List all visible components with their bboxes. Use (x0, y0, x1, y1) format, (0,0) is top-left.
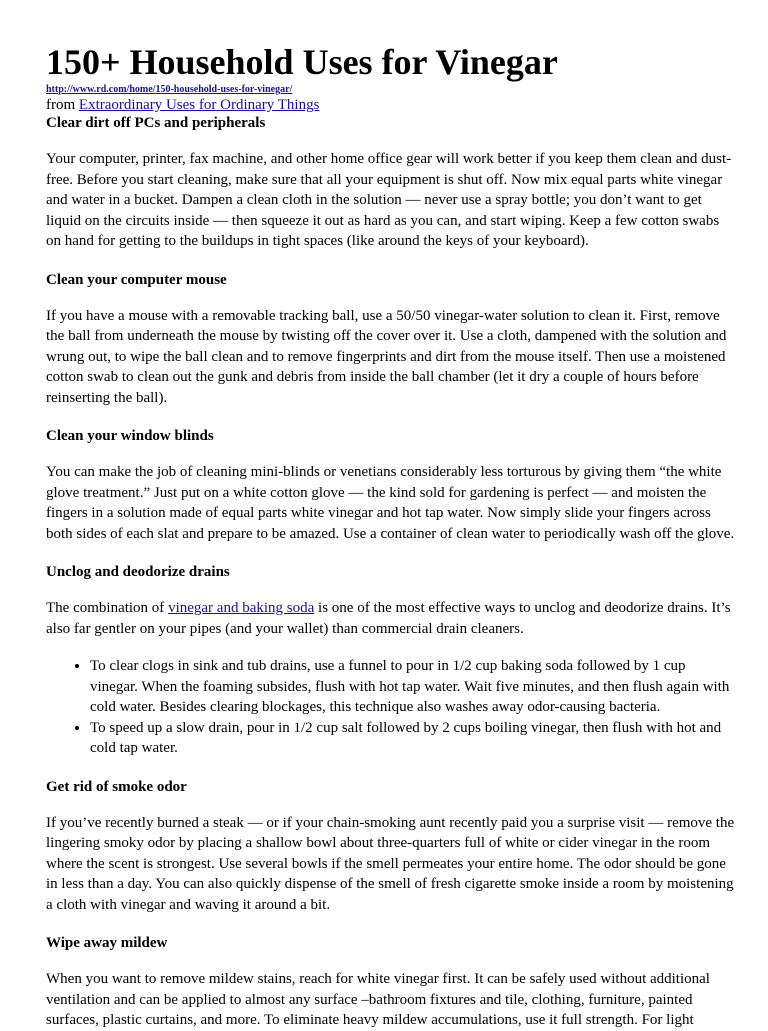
section-heading-drains: Unclog and deodorize drains (46, 564, 230, 580)
list-item: • To clear clogs in sink and tub drains, use a funnel to pour in 1/2 cup baking soda followed by 1 cup vinegar. When the foaming subsides, flush with hot tap water. Wait five minutes, and then flush again with cold water. Besides clearing blockages, this technique also washes away odor-causing bacteria. (90, 656, 736, 718)
section-text-drains (46, 598, 736, 639)
source-book-link[interactable]: Extraordinary Uses for Ordinary Things (78, 97, 320, 113)
section-heading-mouse: Clean your computer mouse (46, 271, 227, 288)
drains-bullet-list (46, 656, 736, 759)
section-text-mildew: When you want to remove mildew stains, reach for white vinegar first. It can be safely used without additional ventilation and can be applied to almost any surface –bathroom fixtures and tile, clothing, furniture, painted surfaces, plastic curtains, and more. To eliminate heavy mildew accumulations, use it full strength. For light (46, 971, 710, 1028)
drains-text-before: The combination of (46, 600, 169, 616)
source-url-link[interactable]: http://www.rd.com/home/150-household-uses-for-vinegar/ (46, 84, 293, 95)
source-line (46, 97, 736, 114)
vinegar-baking-soda-link[interactable]: vinegar and baking soda (168, 600, 315, 616)
section-text-smoke: If you’ve recently burned a steak — or if your chain-smoking aunt recently paid you a surprise visit — remove the lingering smoky odor by placing a shallow bowl about three-quarters full of white or cider vinegar in the room where the scent is strongest. Use several bowls if the smell permeates your entire home. The odor should be gone in less than a day. You can also quickly dispense of the smell of fresh cigarette smoke inside a room by moistening a cloth with vinegar and waving it around a bit. (46, 814, 735, 913)
section-text-blinds: You can make the job of cleaning mini-blinds or venetians considerably less torturous by giving them “the white glove treatment.” Just put on a white cotton glove — the kind sold for gardening is perfect — and moisten the fingers in a solution made of equal parts white vinegar and hot tap water. Now simply slide your fingers across both sides of each slat and prepare to be amazed. Use a container of clean water to periodically wash off the glove. (46, 464, 735, 542)
page-title: 150+ Household Uses for Vinegar (46, 42, 558, 82)
section-text-mouse: If you have a mouse with a removable tracking ball, use a 50/50 vinegar-water solution to clean it. First, remove the ball from underneath the mouse by twisting off the cover over it. Use a cloth, dampened with the solution and wrung out, to wipe the ball clean and to remove fingerprints and dirt from the mouse itself. Then use a moistened cotton swab to clean out the gunk and debris from inside the ball chamber (let it dry a couple of hours before reinserting the ball). (46, 307, 727, 406)
list-item: • To speed up a slow drain, pour in 1/2 cup salt followed by 2 cups boiling vinegar, then flush with hot and cold tap water. (90, 718, 736, 759)
article (46, 44, 736, 1031)
from-prefix: from (46, 97, 76, 113)
section-heading-mildew: Wipe away mildew (46, 935, 168, 951)
section-heading-smoke: Get rid of smoke odor (46, 778, 187, 795)
section-text-pcs: Your computer, printer, fax machine, and other home office gear will work better if you keep them clean and dust-free. Before you start cleaning, make sure that all your equipment is shut off. Now mix equal parts white vinegar and water in a bucket. Dampen a clean cloth in the solution — never use a spray bottle; you don’t want to get liquid on the circuits inside — then squeeze it out as hard as you can, and start wiping. Keep a few cotton swabs on hand for getting to the buildups in tight spaces (like around the keys of your keyboard). (46, 151, 732, 249)
section-heading-pcs: Clear dirt off PCs and peripherals (46, 115, 266, 131)
drains-text-after: is one of the most effective ways to unclog and deodorize drains. It’s also far gentler on your pipes (and your wallet) than commercial drain cleaners. (46, 600, 731, 637)
section-heading-blinds: Clean your window blinds (46, 428, 214, 444)
